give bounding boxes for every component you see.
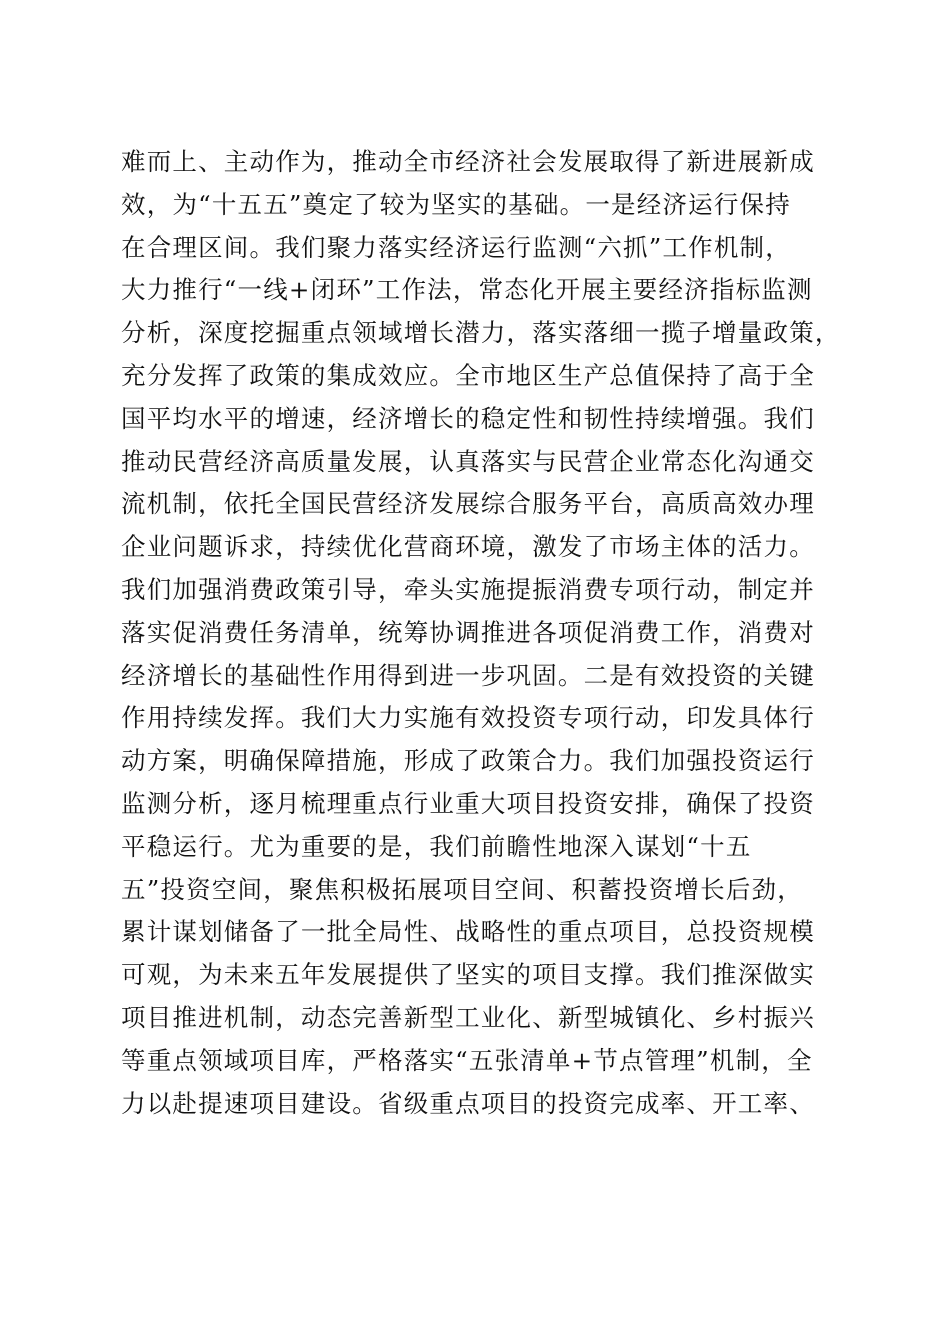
text-line: 在合理区间。我们聚力落实经济运行监测“六抓”工作机制，: [121, 232, 791, 262]
text-line: 流机制，依托全国民营经济发展综合服务平台，高质高效办理: [121, 489, 815, 519]
text-line: 我们加强消费政策引导，牵头实施提振消费专项行动，制定并: [121, 574, 815, 604]
text-line: 五”投资空间，聚焦积极拓展项目空间、积蓄投资增长后劲，: [121, 874, 803, 904]
text-line: 落实促消费任务清单，统筹协调推进各项促消费工作，消费对: [121, 617, 815, 647]
text-line: 分析，深度挖掘重点领域增长潜力，落实落细一揽子增量政策，: [121, 318, 841, 348]
text-line: 经济增长的基础性作用得到进一步巩固。二是有效投资的关键: [121, 660, 815, 690]
body-paragraph: [121, 141, 841, 1125]
text-line: 动方案，明确保障措施，形成了政策合力。我们加强投资运行: [121, 746, 815, 776]
text-line: 国平均水平的增速，经济增长的稳定性和韧性持续增强。我们: [121, 403, 815, 433]
text-line: 累计谋划储备了一批全局性、战略性的重点项目，总投资规模: [121, 917, 815, 947]
text-line: 充分发挥了政策的集成效应。全市地区生产总值保持了高于全: [121, 360, 815, 390]
text-line: 等重点领域项目库，严格落实“五张清单+节点管理”机制，全: [121, 1045, 813, 1075]
text-line: 平稳运行。尤为重要的是，我们前瞻性地深入谋划“十五: [121, 831, 752, 861]
text-line: 力以赴提速项目建设。省级重点项目的投资完成率、开工率、: [121, 1088, 815, 1118]
text-line: 作用持续发挥。我们大力实施有效投资专项行动，印发具体行: [121, 703, 815, 733]
text-line: 效，为“十五五”奠定了较为坚实的基础。一是经济运行保持: [121, 189, 791, 219]
text-line: 难而上、主动作为，推动全市经济社会发展取得了新进展新成: [121, 147, 815, 176]
text-line: 推动民营经济高质量发展，认真落实与民营企业常态化沟通交: [121, 446, 815, 476]
text-line: 大力推行“一线+闭环”工作法，常态化开展主要经济指标监测: [121, 275, 813, 305]
text-line: 项目推进机制，动态完善新型工业化、新型城镇化、乡村振兴: [121, 1002, 815, 1032]
text-line: 企业问题诉求，持续优化营商环境，激发了市场主体的活力。: [121, 532, 815, 562]
text-line: 可观，为未来五年发展提供了坚实的项目支撑。我们推深做实: [121, 960, 815, 990]
text-line: 监测分析，逐月梳理重点行业重大项目投资安排，确保了投资: [121, 788, 815, 818]
